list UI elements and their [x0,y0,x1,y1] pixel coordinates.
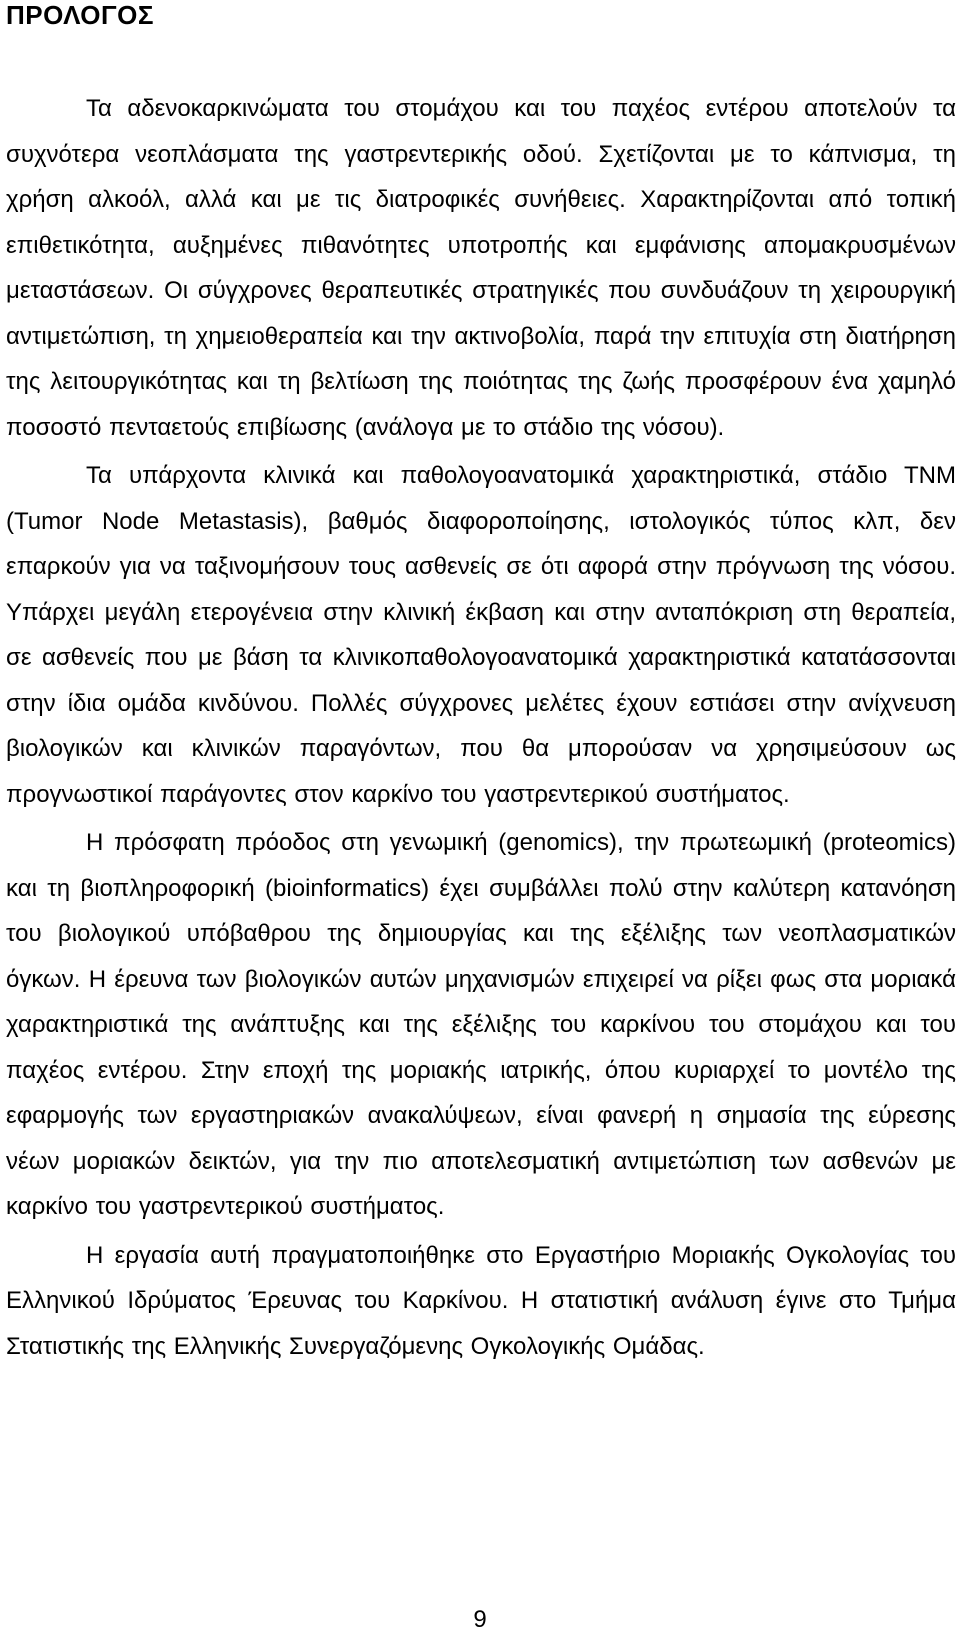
paragraph-acknowledgement: Η εργασία αυτή πραγματοποιήθηκε στο Εργαστήριο Μοριακής Ογκολογίας του Ελληνικού Ιδρύματος Έρευνας του Καρκίνου. Η στατιστική ανάλυση έγινε στο Τμήμα Στατιστικής της Ελληνικής Συνεργαζόμενης Ογκολογικής Ομάδας. [6,1241,956,1360]
paragraph-genomics: Η πρόσφατη πρόοδος στη γενωμική (genomics), την πρωτεωμική (proteomics) και τη βιοπληροφορική (bioinformatics) έχει συμβάλλει πολύ στην καλύτερη κατανόηση του βιολογικού υπόβαθρου της δημιουργίας και της εξέλιξης των νεοπλασματικών όγκων. Η έρευνα των βιολογικών αυτών μηχανισμών επιχειρεί να ρίξει φως στα μοριακά χαρακτηριστικά της ανάπτυξης και της εξέλιξης του καρκίνου του στομάχου και του παχέος εντέρου. Στην εποχή της μοριακής ιατρικής, όπου κυριαρχεί το μοντέλο της εφαρμογής των εργαστηριακών ανακαλύψεων, είναι φανερή η σημασία της εύρεσης νέων μοριακών δεικτών, για την πιο αποτελεσματική αντιμετώπιση των ασθενών με καρκίνο του γαστρεντερικού συστήματος. [6,829,956,1220]
page-title: ΠΡΟΛΟΓΟΣ [6,0,154,30]
document-body [6,86,956,1369]
page-number: 9 [473,1606,487,1633]
paragraph-clinical-features: Τα υπάρχοντα κλινικά και παθολογοανατομικά χαρακτηριστικά, στάδιο ΤΝΜ (Tumor Node Metastasis), βαθμός διαφοροποίησης, ιστολογικός τύπος κλπ, δεν επαρκούν για να ταξινομήσουν τους ασθενείς σε ότι αφορά στην πρόγνωση της νόσου. Υπάρχει μεγάλη ετερογένεια στην κλινική έκβαση και στην ανταπόκριση στη θεραπεία, σε ασθενείς που με βάση τα κλινικοπαθολογοανατομικά χαρακτηριστικά κατατάσσονται στην ίδια ομάδα κινδύνου. Πολλές σύγχρονες μελέτες έχουν εστιάσει στην ανίχνευση βιολογικών και κλινικών παραγόντων, που θα μπορούσαν να χρησιμεύσουν ως προγνωστικοί παράγοντες στον καρκίνο του γαστρεντερικού συστήματος. [6,462,956,808]
paragraph-introduction: Τα αδενοκαρκινώματα του στομάχου και του παχέος εντέρου αποτελούν τα συχνότερα νεοπλάσματα της γαστρεντερικής οδού. Σχετίζονται με το κάπνισμα, τη χρήση αλκοόλ, αλλά και με τις διατροφικές συνήθειες. Χαρακτηρίζονται από τοπική επιθετικότητα, αυξημένες πιθανότητες υποτροπής και εμφάνισης απομακρυσμένων μεταστάσεων. Οι σύγχρονες θεραπευτικές στρατηγικές που συνδυάζουν τη χειρουργική αντιμετώπιση, τη χημειοθεραπεία και την ακτινοβολία, παρά την επιτυχία στη διατήρηση της λειτουργικότητας και τη βελτίωση της ποιότητας της ζωής προσφέρουν ένα χαμηλό ποσοστό πενταετούς επιβίωσης (ανάλογα με το στάδιο της νόσου). [6,95,956,441]
